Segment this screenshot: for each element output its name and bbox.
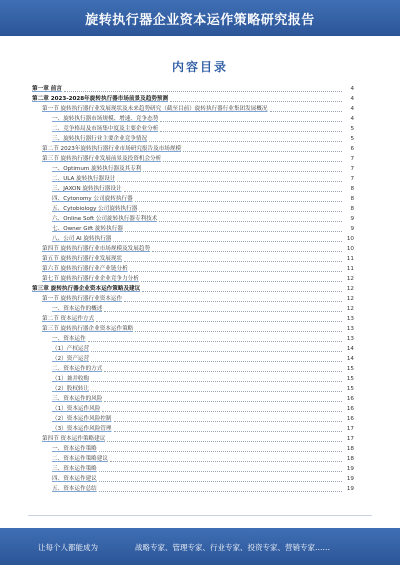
- toc-leader-dots: [170, 94, 342, 102]
- toc-page-number: 12: [346, 286, 354, 292]
- toc-entry-title: 三、JAXON 旋转执行器设计: [52, 186, 122, 192]
- toc-page-number: 4: [350, 116, 354, 122]
- toc-entry-title: 四、资本运作建议: [52, 476, 97, 482]
- toc-entry-title: 四、Cytonomy 公司旋转执行器: [52, 196, 133, 202]
- toc-entry[interactable]: [32, 384, 354, 394]
- toc-entry[interactable]: [32, 174, 354, 184]
- toc-entry-title: 第二章 2023-2028年旋转执行器市场前景及趋势预测: [32, 96, 169, 102]
- toc-entry-title: 第六节 旋转执行器行业产业链分析: [42, 266, 128, 272]
- toc-page-number: 11: [346, 266, 354, 272]
- toc-page-number: 4: [350, 86, 354, 92]
- toc-page-number: 4: [350, 106, 354, 112]
- toc-entry[interactable]: [32, 214, 354, 224]
- toc-leader-dots: [64, 84, 342, 92]
- toc-page-number: 13: [346, 336, 354, 342]
- toc-entry[interactable]: [32, 314, 354, 324]
- toc-entry-title: 三、资本运作的风险: [52, 396, 103, 402]
- toc-entry-title: 第七节 旋转执行器行业企业竞争力分析: [42, 276, 139, 282]
- toc-entry-title: 第一节 旋转执行器行业资本运作: [42, 296, 123, 302]
- toc-entry[interactable]: [32, 324, 354, 334]
- toc-leader-dots: [99, 444, 342, 452]
- toc-page-number: 4: [350, 96, 354, 102]
- toc-entry[interactable]: [32, 264, 354, 274]
- toc-entry[interactable]: [32, 134, 354, 144]
- toc-entry[interactable]: [32, 164, 354, 174]
- toc-leader-dots: [102, 404, 342, 412]
- toc-leader-dots: [110, 454, 342, 462]
- toc-page-number: 19: [346, 476, 354, 482]
- toc-entry-title: 第三章 旋转执行器企业资本运作策略及建议: [32, 286, 141, 292]
- toc-entry[interactable]: [32, 334, 354, 344]
- toc-entry-title: 八、公司 AI 旋转执行器: [52, 236, 112, 242]
- toc-entry[interactable]: [32, 124, 354, 134]
- toc-entry[interactable]: [32, 204, 354, 214]
- toc-entry[interactable]: [32, 194, 354, 204]
- toc-leader-dots: [99, 484, 342, 492]
- toc-page-number: 8: [350, 206, 354, 212]
- toc-entry-title: （2）资产运营: [52, 356, 90, 362]
- toc-page-number: 12: [346, 306, 354, 312]
- toc-leader-dots: [104, 364, 342, 372]
- toc-leader-dots: [149, 134, 342, 142]
- toc-entry-title: 三、资本运作策略: [52, 466, 97, 472]
- toc-entry[interactable]: [32, 424, 354, 434]
- toc-leader-dots: [183, 144, 342, 152]
- toc-leader-dots: [135, 194, 342, 202]
- toc-leader-dots: [91, 384, 342, 392]
- toc-page-number: 16: [346, 396, 354, 402]
- toc-leader-dots: [159, 214, 342, 222]
- toc-entry-title: 三、旋转执行器行业主要企业竞争情况: [52, 136, 148, 142]
- toc-entry-title: （1）兼并收购: [52, 376, 90, 382]
- toc-page-number: 8: [350, 186, 354, 192]
- toc-page-number: 12: [346, 276, 354, 282]
- toc-page-number: 6: [350, 146, 354, 152]
- toc-entry[interactable]: [32, 404, 354, 414]
- toc-leader-dots: [113, 234, 342, 242]
- toc-entry-title: 二、ULA 旋转执行器设计: [52, 176, 116, 182]
- toc-leader-dots: [104, 304, 342, 312]
- toc-leader-dots: [99, 474, 342, 482]
- toc-entry[interactable]: [32, 464, 354, 474]
- toc-entry[interactable]: [32, 114, 354, 124]
- toc-leader-dots: [114, 424, 342, 432]
- toc-entry-title: （1）资本运作风险: [52, 406, 101, 412]
- toc-entry[interactable]: [32, 294, 354, 304]
- toc-leader-dots: [152, 244, 342, 252]
- toc-entry[interactable]: [32, 484, 354, 494]
- toc-entry-title: 第三节 旋转执行器企业资本运作策略: [42, 326, 134, 332]
- toc-leader-dots: [99, 464, 342, 472]
- toc-entry-title: 五、资本运作总结: [52, 486, 97, 492]
- footer-bar: [0, 528, 400, 565]
- toc-page-number: 14: [346, 346, 354, 352]
- toc-leader-dots: [124, 254, 342, 262]
- toc-entry-title: 第一节 旋转执行器行业发展现状及未来趋势研究（截至目前）旋转执行器行业集团发展概况: [42, 106, 268, 112]
- toc-leader-dots: [143, 164, 342, 172]
- toc-entry[interactable]: [32, 444, 354, 454]
- toc-entry[interactable]: [32, 454, 354, 464]
- toc-entry[interactable]: [32, 224, 354, 234]
- toc-leader-dots: [88, 334, 342, 342]
- toc-entry[interactable]: [32, 414, 354, 424]
- toc-entry[interactable]: [32, 284, 354, 294]
- toc-entry[interactable]: [32, 244, 354, 254]
- header-bar: [0, 0, 400, 36]
- toc-entry-title: 六、Online Soft 公司旋转执行器专利技术: [52, 216, 158, 222]
- toc-leader-dots: [124, 294, 342, 302]
- toc-leader-dots: [130, 264, 342, 272]
- toc-page-number: 10: [346, 246, 354, 252]
- toc-entry-title: （3）资本运作风险管理: [52, 426, 112, 432]
- toc-leader-dots: [91, 354, 342, 362]
- toc-page-number: 18: [346, 446, 354, 452]
- toc-page-number: 9: [350, 226, 354, 232]
- toc-entry-title: 二、资本运作策略建议: [52, 456, 108, 462]
- toc-entry-title: 第二节 2023年旋转执行器行业市场研究报告及市场规模: [42, 146, 182, 152]
- toc-page-number: 11: [346, 256, 354, 262]
- toc-page-number: 17: [346, 436, 354, 442]
- toc-leader-dots: [142, 284, 342, 292]
- toc-page-number: 13: [346, 316, 354, 322]
- toc-entry[interactable]: [32, 374, 354, 384]
- report-title: 旋转执行器企业资本运作策略研究报告: [85, 13, 315, 28]
- toc-leader-dots: [163, 154, 342, 162]
- toc-entry-title: 七、Owner Gift 旋转执行器: [52, 226, 123, 232]
- toc-entry[interactable]: [32, 434, 354, 444]
- toc-page-number: 15: [346, 376, 354, 382]
- toc-page-number: 15: [346, 366, 354, 372]
- toc-entry-title: 一、资本运作: [52, 336, 86, 342]
- toc-entry-title: 第一章 前言: [32, 86, 62, 92]
- toc-entry-title: 一、Optimum 旋转执行器及其专利: [52, 166, 142, 172]
- toc-entry-title: 第二节 资本运作方式: [42, 316, 95, 322]
- toc-entry-title: 一、资本运作的概述: [52, 306, 103, 312]
- toc-leader-dots: [160, 124, 342, 132]
- toc-leader-dots: [160, 114, 342, 122]
- toc-page-number: 7: [350, 176, 354, 182]
- toc-entry-title: 二、资本运作的方式: [52, 366, 103, 372]
- toc-page-number: 5: [350, 126, 354, 132]
- toc-entry[interactable]: [32, 234, 354, 244]
- toc-entry[interactable]: [32, 474, 354, 484]
- toc-entry-title: （2）股权转让: [52, 386, 90, 392]
- toc-page-number: 16: [346, 406, 354, 412]
- toc-entry-title: （2）资本运作风险控制: [52, 416, 112, 422]
- toc-entry-title: 第四节 资本运作策略建议: [42, 436, 106, 442]
- footer-divider: [28, 515, 372, 516]
- toc-entry-title: 第四节 旋转执行器行业市场规模及发展趋势: [42, 246, 151, 252]
- toc-leader-dots: [107, 434, 342, 442]
- toc-entry-title: 五、Cytobiology 公司旋转执行器: [52, 206, 138, 212]
- toc-leader-dots: [91, 374, 342, 382]
- toc-page-number: 8: [350, 196, 354, 202]
- toc-entry[interactable]: [32, 144, 354, 154]
- toc-entry[interactable]: [32, 354, 354, 364]
- toc-leader-dots: [141, 274, 342, 282]
- toc-page-number: 18: [346, 456, 354, 462]
- toc-page-number: 17: [346, 426, 354, 432]
- toc-page-number: 19: [346, 486, 354, 492]
- toc-entry-title: 一、旋转执行器市场规模、增速、竞争态势: [52, 116, 159, 122]
- footer-expertise: 战略专家、管理专家、行业专家、投资专家、营销专家……: [135, 543, 330, 552]
- toc-leader-dots: [114, 414, 342, 422]
- toc-entry-title: 一、资本运作策略: [52, 446, 97, 452]
- footer-slogan: 让每个人都能成为: [38, 543, 98, 552]
- toc-leader-dots: [96, 314, 342, 322]
- toc-page-number: 13: [346, 326, 354, 332]
- toc-page-number: 10: [346, 236, 354, 242]
- toc-leader-dots: [117, 174, 342, 182]
- toc-entry[interactable]: [32, 304, 354, 314]
- toc-entry[interactable]: [32, 254, 354, 264]
- toc-page-number: 15: [346, 386, 354, 392]
- toc-entry[interactable]: [32, 154, 354, 164]
- toc-leader-dots: [124, 184, 342, 192]
- table-of-contents: [32, 84, 354, 504]
- toc-page-number: 9: [350, 216, 354, 222]
- toc-entry[interactable]: [32, 84, 354, 94]
- toc-leader-dots: [91, 344, 342, 352]
- toc-page-number: 7: [350, 166, 354, 172]
- toc-entry[interactable]: [32, 184, 354, 194]
- toc-entry[interactable]: [32, 94, 354, 104]
- toc-page-number: 12: [346, 296, 354, 302]
- toc-entry[interactable]: [32, 104, 354, 114]
- toc-leader-dots: [139, 204, 342, 212]
- toc-leader-dots: [104, 394, 342, 402]
- toc-page-number: 16: [346, 416, 354, 422]
- toc-entry-title: （1）产权运营: [52, 346, 90, 352]
- toc-page-number: 19: [346, 466, 354, 472]
- toc-entry[interactable]: [32, 344, 354, 354]
- toc-page-number: 7: [350, 156, 354, 162]
- toc-entry-title: 二、竞争格局及市场集中度及主要企业分析: [52, 126, 159, 132]
- toc-entry-title: 第五节 旋转执行器行业发展现状: [42, 256, 123, 262]
- toc-entry-title: 第三节 旋转执行器行业发展前景及投资机会分析: [42, 156, 162, 162]
- toc-heading: 内容目录: [171, 60, 228, 74]
- toc-entry[interactable]: [32, 364, 354, 374]
- toc-page-number: 14: [346, 356, 354, 362]
- toc-page-number: 5: [350, 136, 354, 142]
- toc-leader-dots: [125, 224, 342, 232]
- toc-entry[interactable]: [32, 274, 354, 284]
- toc-leader-dots: [270, 104, 342, 112]
- toc-entry[interactable]: [32, 394, 354, 404]
- toc-leader-dots: [135, 324, 342, 332]
